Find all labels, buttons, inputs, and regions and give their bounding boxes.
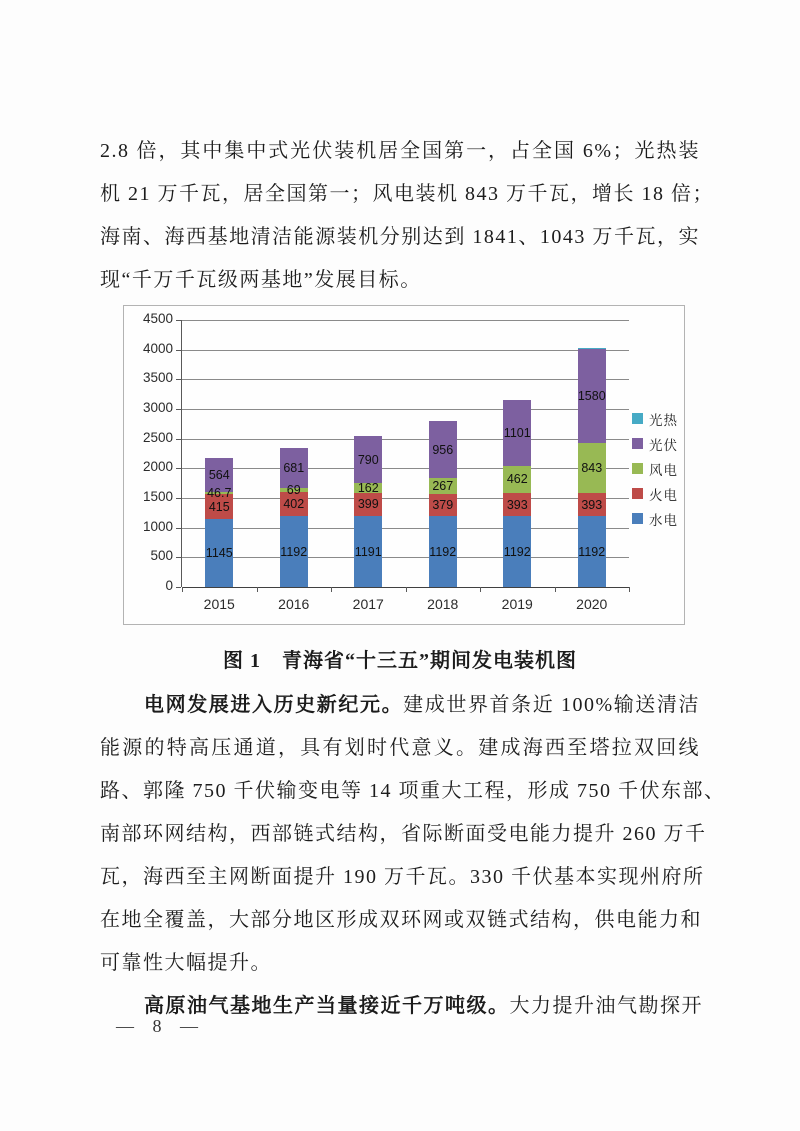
- gridline: [182, 320, 629, 321]
- legend-item-火电: [632, 481, 678, 506]
- legend-label: 风电: [649, 462, 678, 478]
- bar-data-label: 379: [432, 498, 454, 513]
- gridline: [182, 498, 629, 499]
- bar-data-label: 1192: [578, 544, 606, 559]
- x-axis-tick-label: 2018: [427, 596, 459, 612]
- bar-data-label: 69: [286, 483, 301, 498]
- x-axis-tick-label: 2020: [576, 596, 608, 612]
- stacked-bar-2015: [205, 320, 233, 587]
- gridline: [182, 409, 629, 410]
- body-text: 可靠性大幅提升。: [100, 952, 272, 974]
- legend-swatch-光热: [632, 413, 643, 424]
- y-axis-line: [181, 320, 182, 587]
- x-axis-tick: [555, 587, 556, 592]
- bar-data-label: 1580: [577, 389, 606, 404]
- x-axis-tick-label: 2017: [352, 596, 384, 612]
- bar-data-label: 393: [506, 497, 528, 512]
- body-text: 在地全覆盖，大部分地区形成双环网或双链式结构，供电能力和: [100, 909, 702, 931]
- bold-lead-text: 高原油气基地生产当量接近千万吨级。: [144, 995, 510, 1017]
- bar-data-label: 267: [432, 478, 454, 493]
- x-axis-tick: [331, 587, 332, 592]
- legend-swatch-火电: [632, 488, 643, 499]
- stacked-bar-2018: [429, 320, 457, 587]
- legend-swatch-风电: [632, 463, 643, 474]
- bar-data-label: 1191: [354, 544, 382, 559]
- legend-swatch-水电: [632, 513, 643, 524]
- x-axis-tick-label: 2019: [501, 596, 533, 612]
- body-text: 现“千万千瓦级两基地”发展目标。: [100, 269, 422, 291]
- x-axis-tick: [629, 587, 630, 592]
- text-line: [100, 856, 705, 899]
- page-number: — 8 —: [116, 1016, 200, 1036]
- body-text: 南部环网结构，西部链式结构，省际断面受电能力提升 260 万千: [100, 823, 707, 845]
- bar-data-label: 843: [581, 460, 603, 475]
- text-line: [100, 899, 700, 942]
- y-axis-tick-label: 500: [150, 548, 173, 564]
- bar-data-label: 46.7: [207, 486, 232, 501]
- text-line: [100, 727, 700, 770]
- bar-data-label: 1192: [503, 544, 531, 559]
- body-text: 2.8 倍，其中集中式光伏装机居全国第一，占全国 6%；光热装: [100, 140, 700, 162]
- bar-data-label: 393: [581, 497, 603, 512]
- bar-data-label: 402: [283, 497, 305, 512]
- chart-plot-area: [142, 311, 629, 612]
- bar-data-label: 399: [357, 497, 379, 512]
- bar-data-label: 415: [208, 499, 230, 514]
- gridline: [182, 379, 629, 380]
- bold-lead-text: 电网发展进入历史新纪元。: [144, 694, 404, 716]
- bar-data-label: 564: [208, 467, 230, 482]
- body-text: 大力提升油气勘探开: [509, 995, 703, 1017]
- x-axis-tick-label: 2016: [278, 596, 310, 612]
- text-line: [100, 130, 700, 173]
- y-axis-tick: [176, 587, 181, 588]
- x-axis-tick: [406, 587, 407, 592]
- x-axis-tick: [182, 587, 183, 592]
- text-line: [100, 813, 707, 856]
- chart-legend: [632, 406, 678, 531]
- y-axis-tick-label: 0: [165, 578, 173, 593]
- stacked-bar-2019: [503, 320, 531, 587]
- x-axis-tick-label: 2015: [203, 596, 235, 612]
- y-axis-tick-label: 4000: [142, 340, 173, 356]
- paragraph-intro-capacity: [100, 130, 714, 302]
- gridline: [182, 557, 629, 558]
- y-axis-tick-label: 1500: [142, 489, 173, 504]
- bar-data-label: 1101: [503, 425, 531, 440]
- text-line: [100, 942, 700, 985]
- body-text: 路、郭隆 750 千伏输变电等 14 项重大工程，形成 750 千伏东部、: [100, 780, 726, 802]
- gridline: [182, 468, 629, 469]
- text-line: [100, 216, 700, 259]
- legend-item-光热: [632, 406, 678, 431]
- figure-caption: 图 1 青海省“十三五”期间发电装机图: [223, 650, 577, 672]
- legend-item-光伏: [632, 431, 678, 456]
- legend-item-水电: [632, 506, 678, 531]
- body-text: 建成世界首条近 100%输送清洁: [403, 694, 700, 716]
- stacked-bar-2016: [280, 320, 308, 587]
- x-axis-tick: [480, 587, 481, 592]
- legend-label: 火电: [649, 487, 678, 503]
- bar-data-label: 681: [283, 461, 305, 476]
- y-axis-tick-label: 3500: [142, 370, 173, 386]
- bar-data-label: 162: [357, 480, 379, 495]
- stacked-bar-2017: [354, 320, 382, 587]
- body-text: 瓦，海西至主网断面提升 190 万千瓦。330 千伏基本实现州府所: [100, 866, 705, 888]
- y-axis-tick-label: 2000: [142, 459, 173, 475]
- y-axis-tick-label: 3000: [142, 400, 173, 415]
- legend-swatch-光伏: [632, 438, 643, 449]
- bar-data-label: 1192: [429, 544, 457, 559]
- legend-item-风电: [632, 456, 678, 481]
- body-text: 机 21 万千瓦，居全国第一；风电装机 843 万千瓦，增长 18 倍；: [100, 183, 714, 205]
- stacked-bar-2020: [578, 320, 606, 587]
- text-line: [100, 684, 700, 727]
- body-text: 海南、海西基地清洁能源装机分别达到 1841、1043 万千瓦，实: [100, 226, 700, 248]
- bar-data-label: 1192: [280, 544, 308, 559]
- paragraph-grid-development: [100, 684, 726, 985]
- text-line: [100, 770, 726, 813]
- legend-label: 光伏: [649, 437, 678, 453]
- figure-chart: [123, 305, 685, 625]
- x-axis-tick: [257, 587, 258, 592]
- legend-label: 光热: [649, 412, 678, 428]
- y-axis-tick-label: 2500: [142, 429, 173, 445]
- bar-data-label: 462: [506, 472, 528, 487]
- gridline: [182, 350, 629, 351]
- gridline: [182, 439, 629, 440]
- body-text: 能源的特高压通道，具有划时代意义。建成海西至塔拉双回线: [100, 737, 700, 759]
- bar-data-label: 1145: [205, 546, 233, 561]
- y-axis-tick-label: 1000: [142, 518, 173, 534]
- bar-segment-光热: [578, 348, 606, 349]
- gridline: [182, 528, 629, 529]
- bar-data-label: 790: [357, 452, 379, 467]
- text-line: [100, 173, 714, 216]
- legend-label: 水电: [649, 512, 678, 528]
- text-line: [100, 259, 700, 302]
- y-axis-tick-label: 4500: [142, 311, 173, 326]
- bar-data-label: 956: [432, 442, 454, 457]
